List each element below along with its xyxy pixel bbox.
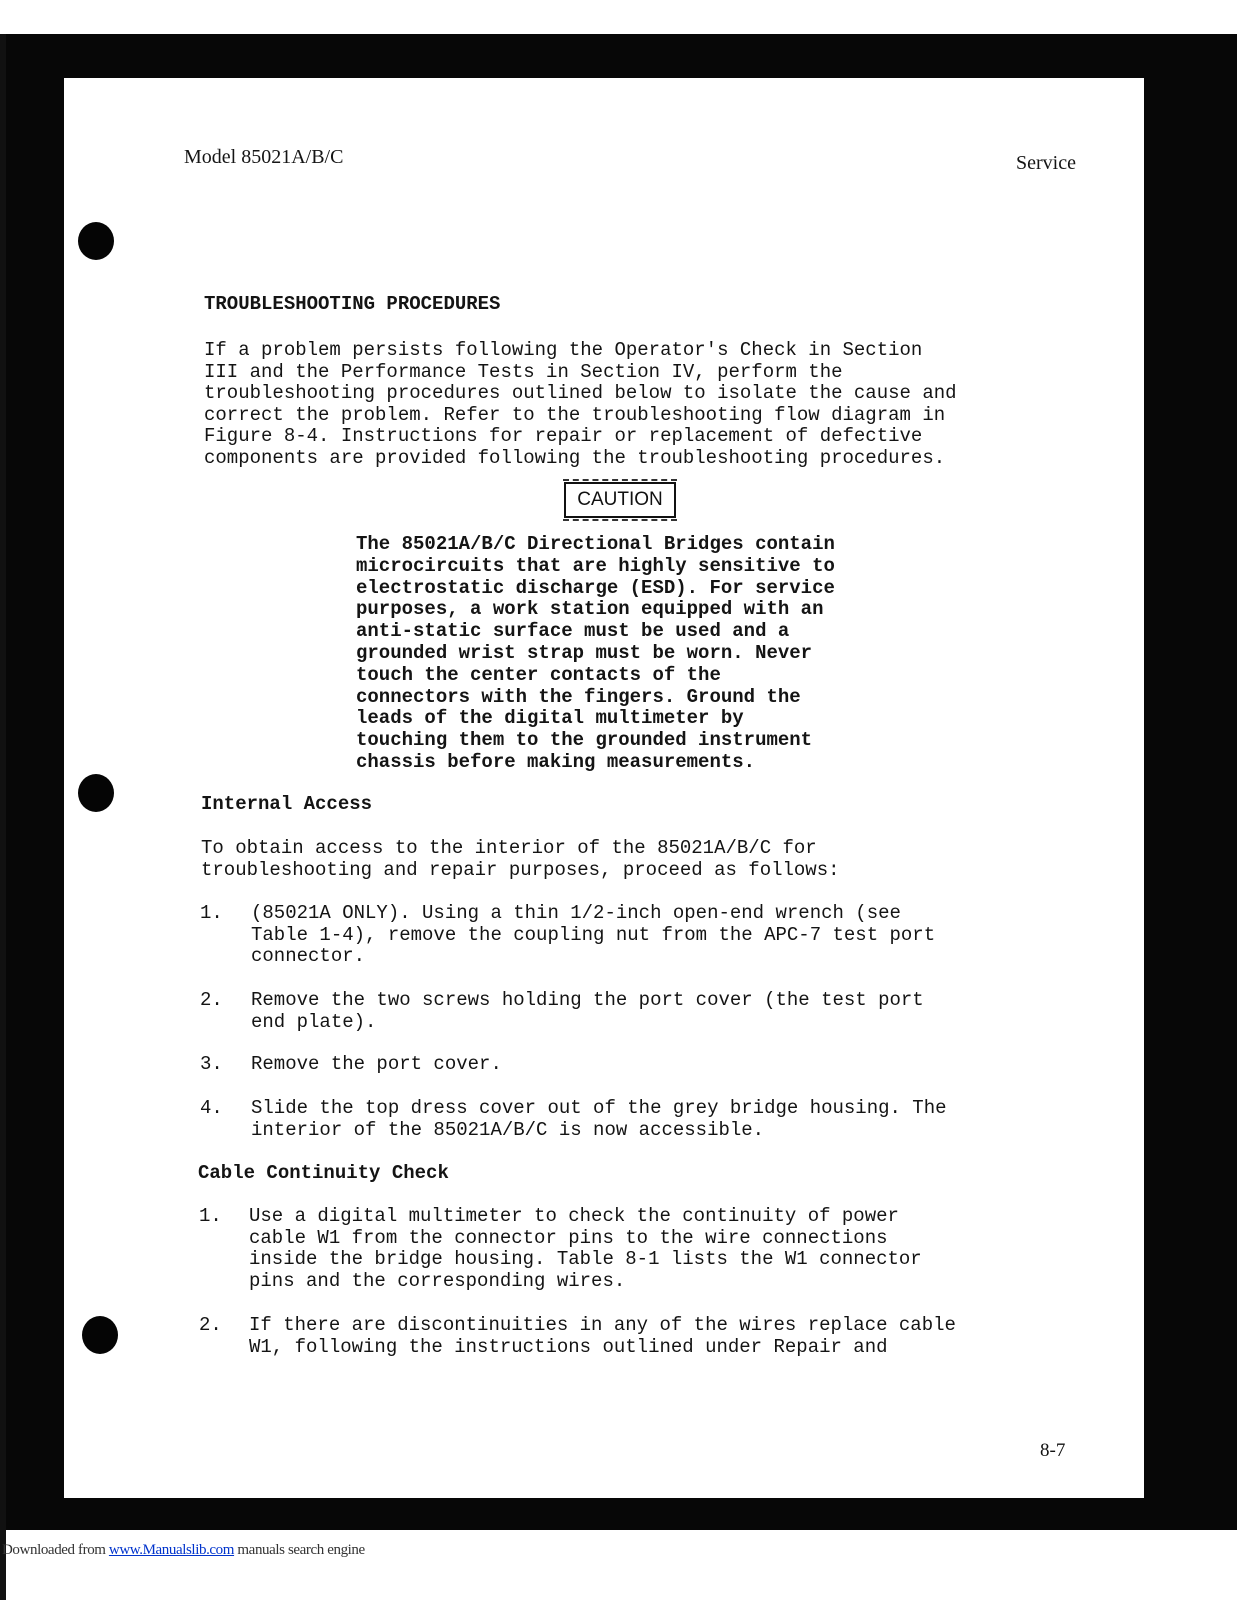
cable-step-text: If there are discontinuities in any of the wires replace cable W1, following the instructions outlined under Repair and xyxy=(249,1314,956,1358)
access-step-number: 4. xyxy=(200,1097,223,1119)
download-footer xyxy=(2,1542,365,1559)
cable-step-number: 1. xyxy=(199,1205,222,1227)
internal-access-intro: To obtain access to the interior of the 85021A/B/C for troubleshooting and repair purposes, proceed as follows: xyxy=(201,837,840,881)
cable-step-text: Use a digital multimeter to check the continuity of power cable W1 from the connector pins to the wire connections inside the bridge housing. Table 8-1 lists the W1 connector pins and the corresponding wires. xyxy=(249,1205,922,1292)
cable-check-heading: Cable Continuity Check xyxy=(198,1162,449,1184)
troubleshooting-paragraph: If a problem persists following the Operator's Check in Section III and the Performance Tests in Section IV, perform the troubleshooting procedures outlined below to isolate the cause and correct the problem. Refer to the troubleshooting flow diagram in Figure 8-4. Instructions for repair or replacement of defective components are provided following the troubleshooting procedures. xyxy=(204,339,957,469)
access-step-text: (85021A ONLY). Using a thin 1/2-inch open-end wrench (see Table 1-4), remove the coupling nut from the APC-7 test port connector. xyxy=(251,902,936,968)
access-step-text: Slide the top dress cover out of the grey bridge housing. The interior of the 85021A/B/C is now accessible. xyxy=(251,1097,947,1141)
punch-hole-middle xyxy=(78,774,114,812)
access-step-number: 1. xyxy=(200,902,223,924)
punch-hole-bottom xyxy=(82,1316,118,1354)
caution-text: The 85021A/B/C Directional Bridges contain microcircuits that are highly sensitive to electrostatic discharge (ESD). For service purposes, a work station equipped with an anti-static surface must be used and a grounded wrist strap must be worn. Never touch the center contacts of the connectors with the fingers. Ground the leads of the digital multimeter by touching them to the grounded instrument chassis before making measurements. xyxy=(356,533,835,773)
punch-hole-top xyxy=(78,222,114,260)
troubleshooting-heading: TROUBLESHOOTING PROCEDURES xyxy=(204,293,501,315)
internal-access-heading: Internal Access xyxy=(201,793,373,815)
caution-label: CAUTION xyxy=(564,482,676,518)
access-step-text: Remove the port cover. xyxy=(251,1053,502,1075)
access-step-text: Remove the two screws holding the port cover (the test port end plate). xyxy=(251,989,924,1033)
header-model: Model 85021A/B/C xyxy=(184,146,344,168)
access-step-number: 3. xyxy=(200,1053,223,1075)
cable-step-number: 2. xyxy=(199,1314,222,1336)
page-number: 8-7 xyxy=(1040,1440,1066,1461)
footer-prefix: Downloaded from xyxy=(2,1542,109,1558)
access-step-number: 2. xyxy=(200,989,223,1011)
header-section: Service xyxy=(1016,152,1076,174)
manualslib-link[interactable]: www.Manualslib.com xyxy=(108,1542,235,1558)
footer-suffix: manuals search engine xyxy=(234,1542,365,1558)
